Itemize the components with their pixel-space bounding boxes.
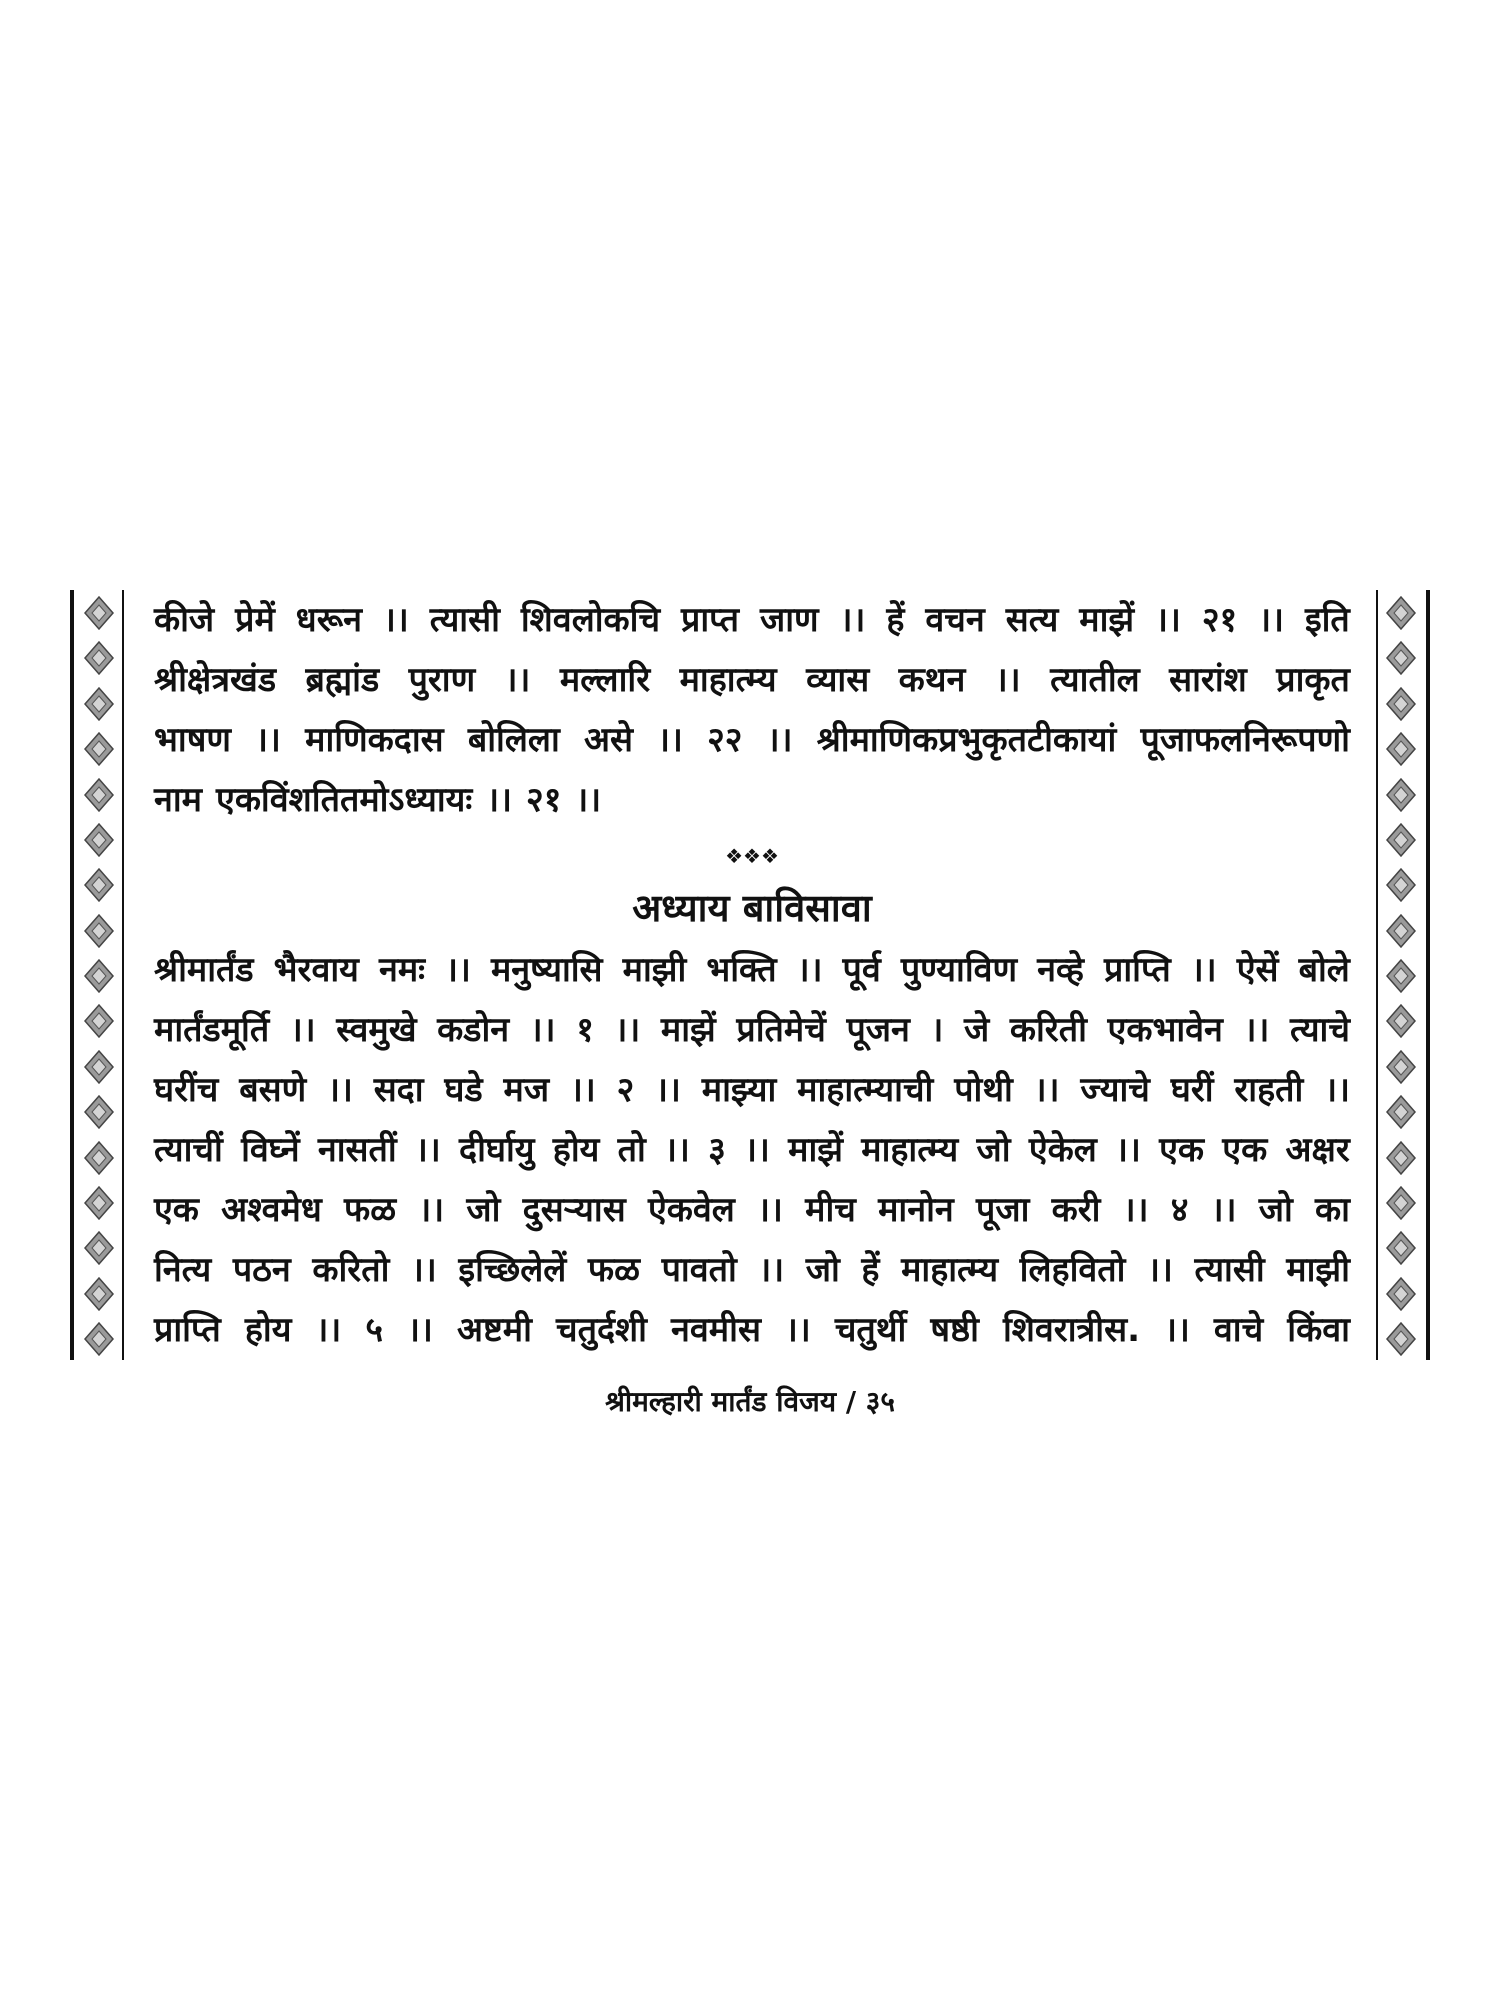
word: बसणे <box>239 1070 307 1110</box>
word: पोथी <box>954 1070 1013 1110</box>
diamond-ornament-icon <box>1386 868 1416 902</box>
word: जे <box>964 1010 990 1050</box>
word: प्राप्ति <box>1103 950 1171 990</box>
word: भक्ति <box>706 950 777 990</box>
word: ।। <box>614 1010 641 1050</box>
diamond-ornament-icon <box>84 1322 114 1356</box>
word: मल्लारि <box>559 660 651 700</box>
word: ५ <box>365 1310 384 1350</box>
word: बोलिला <box>467 720 560 760</box>
word: ।। <box>569 1070 596 1110</box>
word: ४ <box>1170 1190 1189 1230</box>
word: घरीं <box>1170 1070 1214 1110</box>
word: ।। <box>407 1310 433 1350</box>
word: करी <box>1051 1190 1101 1230</box>
word: प्राप्त <box>681 600 740 640</box>
word: धरून <box>295 600 362 640</box>
left-diamond-column <box>80 596 118 1356</box>
word: ।। <box>1324 1070 1350 1110</box>
text-line <box>154 1240 1350 1300</box>
word: श्रीमार्तंड <box>154 950 254 990</box>
diamond-ornament-icon <box>84 959 114 993</box>
diamond-ornament-icon <box>84 596 114 630</box>
word: ।। <box>1190 950 1217 990</box>
word: एकभावेन <box>1107 1010 1223 1050</box>
word: इति <box>1304 600 1350 640</box>
diamond-ornament-icon <box>1386 732 1416 766</box>
word: जाण <box>760 600 819 640</box>
word: सदा <box>373 1070 424 1110</box>
word: वचन <box>925 600 985 640</box>
word: दीर्घायु <box>459 1130 535 1170</box>
word: पूजाफलनिरूपणो <box>1140 720 1350 760</box>
word: त्यासी <box>429 600 500 640</box>
word: त्याचीं <box>154 1130 223 1170</box>
word: माझी <box>1286 1250 1350 1290</box>
word: ।। <box>655 1070 681 1110</box>
word: माझें <box>1079 600 1135 640</box>
word: मार्तंडमूर्ति <box>154 1010 270 1050</box>
word: अक्षर <box>1285 1130 1350 1170</box>
word: प्रेमें <box>235 600 275 640</box>
word: किंवा <box>1287 1310 1350 1350</box>
word: प्रतिमेचें <box>736 1010 826 1050</box>
word: ३ <box>708 1130 726 1170</box>
word: पूर्व <box>842 950 881 990</box>
page-number: ३५ <box>865 1385 895 1418</box>
word: ।। <box>418 1190 445 1230</box>
word: अश्वमेध <box>221 1190 322 1230</box>
word: सत्य <box>1005 600 1059 640</box>
diamond-ornament-icon <box>1386 687 1416 721</box>
word: बोले <box>1298 950 1350 990</box>
word: । <box>930 1010 944 1050</box>
diamond-ornament-icon <box>84 1277 114 1311</box>
word: ।। <box>414 1130 441 1170</box>
word: भैरवाय <box>273 950 359 990</box>
word: ।। <box>1147 1250 1173 1290</box>
word: श्रीक्षेत्रखंड <box>154 660 277 700</box>
word: करिती <box>1009 1010 1087 1050</box>
word: वाचे <box>1213 1310 1264 1350</box>
word: नव्हे <box>1037 950 1084 990</box>
word: नवमीस <box>671 1310 761 1350</box>
word: ।। <box>504 660 531 700</box>
word: ।। <box>382 600 409 640</box>
word: नासतीं <box>317 1130 397 1170</box>
diamond-ornament-icon <box>1386 778 1416 812</box>
text-line <box>154 940 1350 1000</box>
word: श्रीमाणिकप्रभुकृतटीकायां <box>816 720 1117 760</box>
right-border-inner-rule <box>1376 590 1378 1360</box>
word: ।। <box>1033 1070 1060 1110</box>
word: असे <box>583 720 633 760</box>
word: ।। <box>575 780 602 820</box>
word: फळ <box>344 1190 397 1230</box>
diamond-ornament-icon <box>84 778 114 812</box>
diamond-ornament-icon <box>1386 596 1416 630</box>
word: ।। <box>839 600 866 640</box>
word: सारांश <box>1169 660 1247 700</box>
word: ।। <box>657 720 683 760</box>
word: घडे <box>444 1070 483 1110</box>
word: ।। <box>1155 600 1181 640</box>
diamond-ornament-icon <box>84 732 114 766</box>
diamond-ornament-icon <box>1386 1095 1416 1129</box>
word: नाम <box>154 780 203 820</box>
text-line <box>154 1300 1350 1360</box>
word: दुसऱ्यास <box>522 1190 626 1230</box>
word: होय <box>244 1310 292 1350</box>
word: कीजे <box>154 600 215 640</box>
word: भाषण <box>154 720 231 760</box>
word: हें <box>861 1250 880 1290</box>
word: राहती <box>1234 1070 1304 1110</box>
word: पूजा <box>976 1190 1030 1230</box>
word: घरींच <box>154 1070 219 1110</box>
word: विघ्नें <box>241 1130 300 1170</box>
word: ।। <box>1122 1190 1149 1230</box>
book-title: श्रीमल्हारी मार्तंड विजय <box>605 1385 837 1418</box>
left-border-outer-rule <box>70 590 74 1360</box>
word: माहात्म्याची <box>797 1070 934 1110</box>
word: ।। <box>529 1010 556 1050</box>
diamond-ornament-icon <box>84 1004 114 1038</box>
word: मनुष्यासि <box>490 950 603 990</box>
word: फळ <box>587 1250 640 1290</box>
word: माझी <box>622 950 687 990</box>
word: २ <box>616 1070 635 1110</box>
word: करितो <box>312 1250 390 1290</box>
diamond-ornament-icon <box>84 1050 114 1084</box>
word: त्यातील <box>1050 660 1140 700</box>
word: पूजन <box>846 1010 910 1050</box>
word: मज <box>503 1070 550 1110</box>
text-line <box>154 770 1350 830</box>
word: जो <box>976 1130 1011 1170</box>
word: शिवरात्रीस. <box>1002 1310 1140 1350</box>
footer-separator: / <box>845 1385 857 1418</box>
word: ऐकवेल <box>647 1190 735 1230</box>
word: त्याचे <box>1289 1010 1350 1050</box>
word: ।। <box>1210 1190 1237 1230</box>
diamond-ornament-icon <box>1386 1186 1416 1220</box>
word: एक <box>1159 1130 1205 1170</box>
word: मानोन <box>878 1190 954 1230</box>
word: ।। <box>289 1010 316 1050</box>
word: २१ <box>526 780 562 820</box>
word: नमः <box>378 950 426 990</box>
diamond-ornament-icon <box>1386 1277 1416 1311</box>
word: पठन <box>232 1250 291 1290</box>
diamond-ornament-icon <box>1386 914 1416 948</box>
diamond-ornament-icon <box>84 914 114 948</box>
word: लिहवितो <box>1019 1250 1126 1290</box>
word: ।। <box>664 1130 690 1170</box>
text-line <box>154 710 1350 770</box>
diamond-ornament-icon <box>1386 1004 1416 1038</box>
word: माझ्या <box>701 1070 777 1110</box>
word: ।। <box>1164 1310 1190 1350</box>
word: पुराण <box>408 660 476 700</box>
word: ।। <box>758 1250 785 1290</box>
diamond-ornament-icon <box>84 687 114 721</box>
word: ।। <box>757 1190 783 1230</box>
word: ।। <box>411 1250 437 1290</box>
page-footer <box>0 1382 1500 1420</box>
word: माहात्म्य <box>901 1250 999 1290</box>
word: ।। <box>785 1310 811 1350</box>
word: अष्टमी <box>456 1310 532 1350</box>
diamond-ornament-icon <box>84 1095 114 1129</box>
word: ।। <box>796 950 823 990</box>
word: इच्छिलेलें <box>458 1250 567 1290</box>
diamond-ornament-icon <box>84 868 114 902</box>
paragraph-chapter-21-ending <box>154 590 1350 830</box>
word: मीच <box>805 1190 856 1230</box>
diamond-ornament-icon <box>1386 641 1416 675</box>
word: तो <box>617 1130 646 1170</box>
diamond-ornament-icon <box>84 1141 114 1175</box>
diamond-ornament-icon <box>84 1231 114 1265</box>
word: कडोन <box>437 1010 510 1050</box>
text-line <box>154 1060 1350 1120</box>
word: नित्य <box>154 1250 212 1290</box>
word: होय <box>552 1130 600 1170</box>
word: प्राकृत <box>1276 660 1350 700</box>
word: माहात्म्य <box>679 660 777 700</box>
text-line <box>154 590 1350 650</box>
word: ज्याचे <box>1080 1070 1150 1110</box>
chapter-heading: अध्याय बाविसावा <box>632 886 872 930</box>
diamond-ornament-icon <box>84 641 114 675</box>
text-line <box>154 650 1350 710</box>
diamond-ornament-icon <box>84 1186 114 1220</box>
text-line <box>154 1180 1350 1240</box>
word: शिवलोकचि <box>520 600 661 640</box>
word: ।। <box>766 720 793 760</box>
word: माहात्म्य <box>861 1130 959 1170</box>
word: जो <box>466 1190 501 1230</box>
word: चतुर्थी <box>834 1310 907 1350</box>
word: ।। <box>994 660 1021 700</box>
diamond-ornament-icon <box>1386 1231 1416 1265</box>
word: चतुर्दशी <box>556 1310 647 1350</box>
word: ।। <box>744 1130 770 1170</box>
word: माझें <box>788 1130 843 1170</box>
page-frame <box>60 590 1440 1360</box>
diamond-ornament-icon <box>1386 1141 1416 1175</box>
word: माणिकदास <box>305 720 444 760</box>
word: २२ <box>707 720 743 760</box>
paragraph-chapter-22 <box>154 940 1350 1360</box>
word: त्यासी <box>1194 1250 1265 1290</box>
text-area <box>154 590 1350 1360</box>
word: कथन <box>898 660 966 700</box>
word: ।। <box>327 1070 353 1110</box>
word: हें <box>886 600 905 640</box>
word: ।। <box>1115 1130 1141 1170</box>
text-line <box>154 1120 1350 1180</box>
diamond-ornament-icon <box>84 823 114 857</box>
word: प्राप्ति <box>154 1310 221 1350</box>
diamond-ornament-icon <box>1386 1050 1416 1084</box>
diamond-ornament-icon <box>1386 1322 1416 1356</box>
word: पुण्याविण <box>900 950 1018 990</box>
right-border-outer-rule <box>1426 590 1430 1360</box>
word: ।। <box>486 780 513 820</box>
word: व्यास <box>806 660 870 700</box>
word: ऐसें <box>1236 950 1279 990</box>
word: ।। <box>445 950 471 990</box>
word: एक <box>1222 1130 1268 1170</box>
word: जो <box>1258 1190 1293 1230</box>
word: पावतो <box>661 1250 737 1290</box>
left-border-inner-rule <box>122 590 124 1360</box>
word: माझें <box>660 1010 716 1050</box>
word: ऐकेल <box>1028 1130 1097 1170</box>
word: ।। <box>1258 600 1284 640</box>
word: १ <box>576 1010 594 1050</box>
text-line <box>154 1000 1350 1060</box>
word: जो <box>805 1250 840 1290</box>
word: षष्ठी <box>930 1310 979 1350</box>
left-border <box>70 590 128 1360</box>
word: स्वमुखे <box>336 1010 417 1050</box>
word: ।। <box>1243 1010 1270 1050</box>
word: का <box>1315 1190 1350 1230</box>
word: एक <box>154 1190 199 1230</box>
right-diamond-column <box>1382 596 1420 1356</box>
section-ornament: ❖❖❖ <box>725 844 779 868</box>
word: २१ <box>1201 600 1238 640</box>
right-border <box>1372 590 1430 1360</box>
word: ।। <box>255 720 281 760</box>
word: एकविंशतितमोऽध्यायः <box>216 780 473 820</box>
diamond-ornament-icon <box>1386 959 1416 993</box>
word: ब्रह्मांड <box>305 660 380 700</box>
diamond-ornament-icon <box>1386 823 1416 857</box>
word: ।। <box>315 1310 342 1350</box>
